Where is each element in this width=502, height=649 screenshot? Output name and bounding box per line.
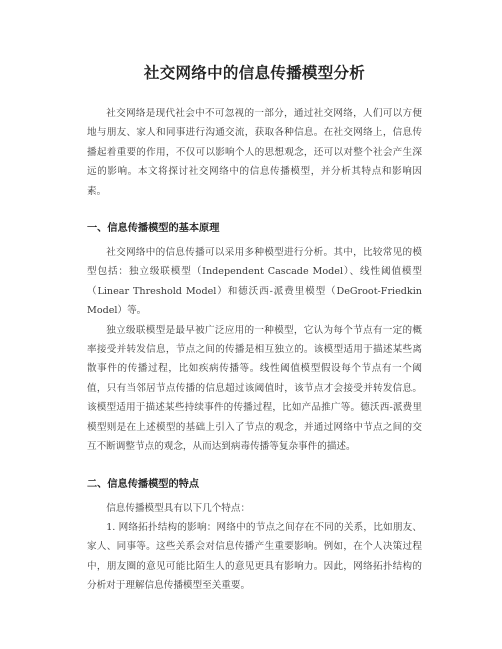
section-1-paragraph-1: 社交网络中的信息传播可以采用多种模型进行分析。其中，比较常见的模型包括：独立级联模型（Independent Cascade Model）、线性阈值模型（Linear Threshold Model）和德沃西-派费里模型（DeGroot-Friedkin Model）等。 xyxy=(87,247,422,317)
section-1-paragraph-2: 独立级联模型是最早被广泛应用的一种模型，它认为每个节点有一定的概率接受并转发信息，节点之间的传播是相互独立的。该模型适用于描述某些离散事件的传播过程，比如疾病传播等。线性阈值模型假设每个节点有一个阈值，只有当邻居节点传播的信息超过该阈值时，该节点才会接受并转发信息。该模型适用于描述某些持续事件的传播过程，比如产品推广等。德沃西-派费里模型则是在上述模型的基础上引入了节点的观念，并通过网络中节点之间的交互不断调整节点的观念，从而达到病毒传播等复杂事件的描述。 xyxy=(87,324,422,453)
section-2-paragraph-2: 1. 网络拓扑结构的影响：网络中的节点之间存在不同的关系，比如朋友、家人、同事等。这些关系会对信息传播产生重要影响。例如，在个人决策过程中，朋友圈的意见可能比陌生人的意见更具有影响力。因此，网络拓扑结构的分析对于理解信息传播模型至关重要。 xyxy=(87,521,422,592)
intro-paragraph: 社交网络是现代社会中不可忽视的一部分，通过社交网络，人们可以方便地与朋友、家人和同事进行沟通交流，获取各种信息。在社交网络上，信息传播起着重要的作用，不仅可以影响个人的思想观念，还可以对整个社会产生深远的影响。本文将探讨社交网络中的信息传播模型，并分析其特点和影响因素。 xyxy=(87,108,422,197)
document-title: 社交网络中的信息传播模型分析 xyxy=(143,64,366,82)
section-heading-2: 二、信息传播模型的特点 xyxy=(87,478,200,490)
spacer xyxy=(87,201,422,210)
spacer xyxy=(87,457,422,466)
section-heading-1: 一、信息传播模型的基本原理 xyxy=(87,223,220,235)
section-2-paragraph-1: 信息传播模型具有以下几个特点： xyxy=(106,502,251,514)
